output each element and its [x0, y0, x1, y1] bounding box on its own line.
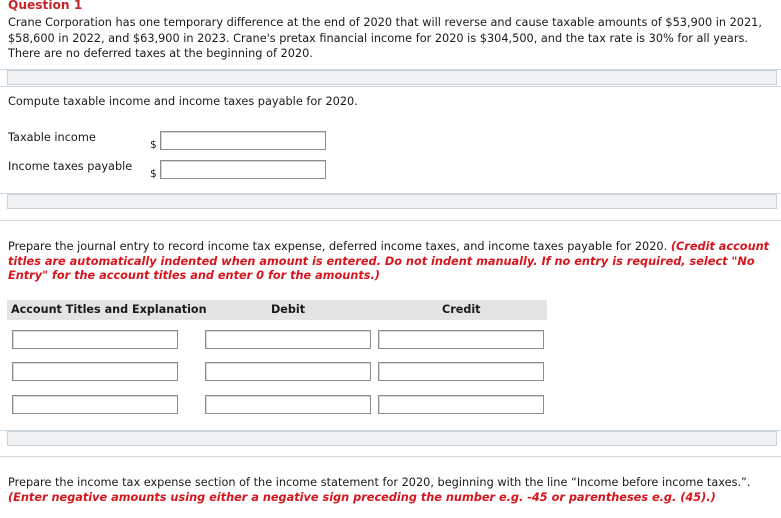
question-title: Question 1	[8, 0, 83, 12]
journal-debit-input[interactable]	[205, 362, 371, 381]
header-account-titles: Account Titles and Explanation	[11, 303, 207, 316]
journal-debit-input[interactable]	[205, 330, 371, 349]
part-c-note: (Enter negative amounts using either a negative sign preceding the number e.g. -45 or parentheses e.g. (45).)	[8, 490, 716, 504]
journal-account-title-input[interactable]	[12, 362, 178, 381]
part-a-instruction: Compute taxable income and income taxes payable for 2020.	[8, 95, 358, 108]
currency-symbol: $	[150, 139, 157, 151]
currency-symbol: $	[150, 168, 157, 180]
journal-account-title-input[interactable]	[12, 330, 178, 349]
problem-statement: Crane Corporation has one temporary difference at the end of 2020 that will reverse and cause taxable amounts of $53,900 in 2021, $58,600 in 2022, and $63,900 in 2023. Crane's pretax financial income for 2020 is $304,500, and the tax rate is 30% for all years. There are no deferred taxes at the beginning of 2020.	[8, 16, 762, 61]
divider	[0, 220, 781, 221]
divider	[0, 456, 781, 457]
journal-debit-input[interactable]	[205, 395, 371, 414]
part-c-instruction: Prepare the income tax expense section of the income statement for 2020, beginning with the line “Income before income taxes.”.	[8, 476, 751, 489]
part-c-instruction-block	[8, 476, 776, 505]
taxable-income-input[interactable]	[160, 131, 326, 150]
part-b-note: (Credit account titles are automatically indented when amount is entered. Do not indent manually. If no entry is required, select "No Entry" for the account titles and enter 0 for the amounts.)	[8, 240, 770, 283]
section-divider-band	[7, 194, 777, 209]
header-credit: Credit	[442, 303, 481, 316]
income-taxes-payable-label: Income taxes payable	[8, 160, 133, 173]
journal-credit-input[interactable]	[378, 395, 544, 414]
journal-credit-input[interactable]	[378, 330, 544, 349]
income-taxes-payable-input[interactable]	[160, 160, 326, 179]
journal-account-title-input[interactable]	[12, 395, 178, 414]
journal-credit-input[interactable]	[378, 362, 544, 381]
divider	[0, 86, 781, 87]
section-divider-band	[7, 70, 777, 85]
part-b-instruction: Prepare the journal entry to record income tax expense, deferred income taxes, and income taxes payable for 2020.	[8, 240, 668, 253]
section-divider-band	[7, 431, 777, 446]
part-b-instruction-block	[8, 240, 776, 284]
taxable-income-label: Taxable income	[8, 131, 96, 144]
header-debit: Debit	[271, 303, 306, 316]
